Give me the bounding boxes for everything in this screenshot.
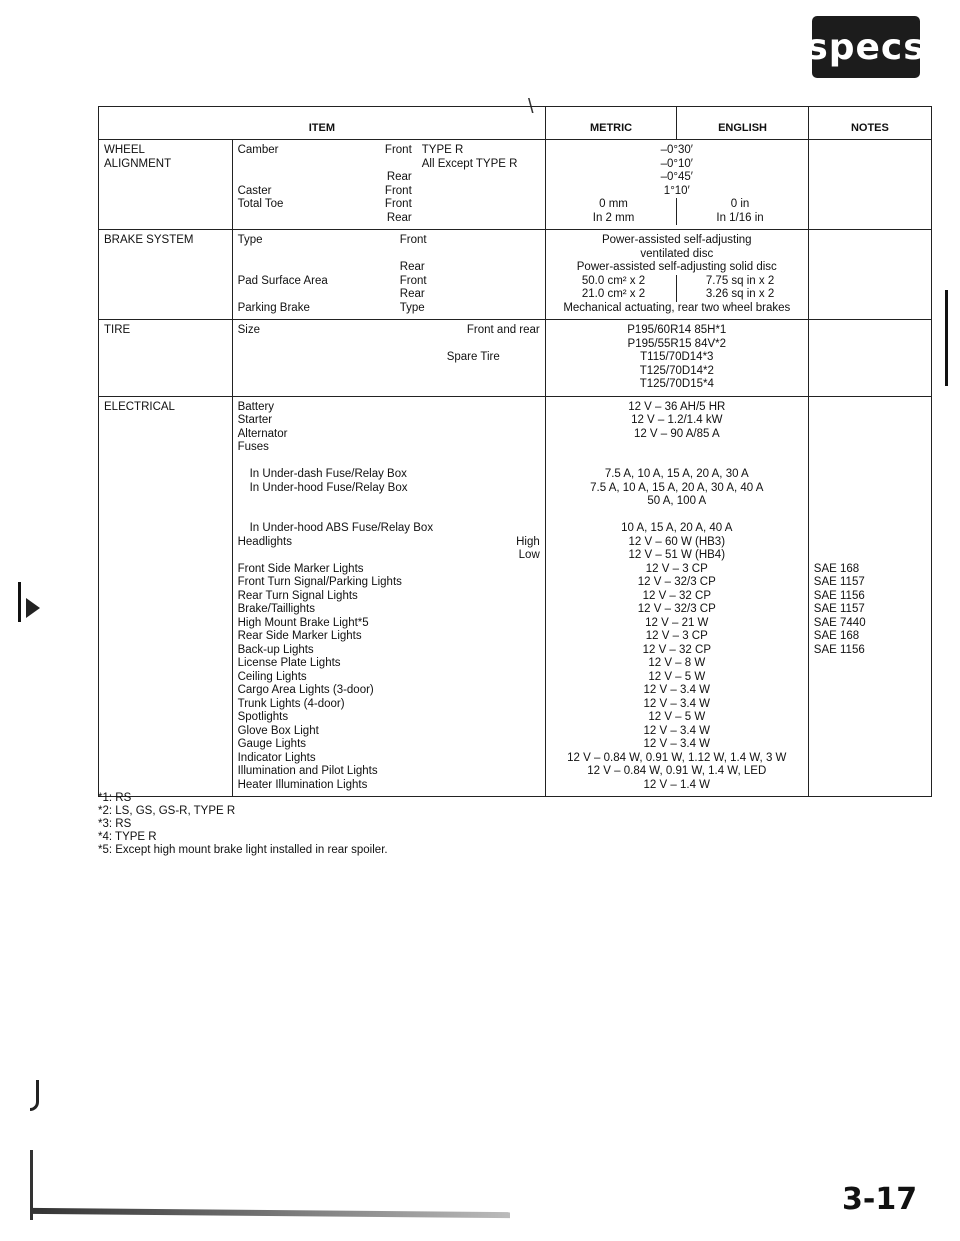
margin-arrow-icon: [26, 598, 40, 618]
item-line: Caster Front: [237, 184, 412, 197]
item-line: Back-up Lights: [237, 643, 314, 656]
category-label: BRAKE SYSTEM: [104, 234, 194, 246]
item-line: Brake/Taillights: [237, 603, 315, 615]
margin-bracket: [945, 290, 948, 386]
item-line: Rear Turn Signal Lights: [237, 589, 358, 602]
item-cell: [232, 230, 545, 320]
header-metric: METRIC: [545, 107, 677, 140]
category-cell: [99, 396, 233, 797]
value-pair: 50.0 cm² x 2 7.75 sq in x 2: [551, 275, 803, 289]
notes-cell: [808, 230, 931, 320]
notes-cell: [808, 320, 931, 397]
footnote: *2: LS, GS, GS-R, TYPE R: [98, 805, 236, 817]
item-cell: [232, 320, 545, 397]
value-pair: 21.0 cm² x 2 3.26 sq in x 2: [551, 288, 803, 302]
value-line: 12 V – 3 CP: [645, 630, 708, 642]
value-line: 7.5 A, 10 A, 15 A, 20 A, 30 A: [604, 468, 749, 480]
page-number: 3-17: [842, 1182, 918, 1217]
value-pair: In 2 mm In 1/16 in: [551, 212, 803, 226]
value-line: 12 V – 32/3 CP: [637, 603, 716, 615]
footnote: *1: RS: [98, 792, 132, 804]
scan-edge: [30, 1208, 510, 1218]
value-line: 12 V – 3.4 W: [643, 738, 711, 750]
item-line: [238, 495, 540, 509]
item-line: Gauge Lights: [237, 738, 307, 750]
value-line: [551, 441, 803, 455]
value-line: 12 V – 5 W: [648, 711, 706, 723]
value-line: 12 V – 3.4 W: [643, 684, 711, 696]
value-line: 12 V – 60 W (HB3): [628, 535, 726, 548]
notes-cell: [808, 140, 931, 230]
item-line: Trunk Lights (4-door): [237, 697, 345, 710]
item-line: Spotlights: [237, 711, 289, 723]
specs-table: [98, 106, 932, 797]
table-header-row: [99, 107, 932, 140]
footnote: *3: RS: [98, 818, 132, 830]
value-line: 12 V – 5 W: [648, 670, 706, 683]
margin-mark: \: [528, 96, 534, 118]
item-line: Alternator: [237, 427, 288, 440]
value-line: 50 A, 100 A: [647, 495, 707, 507]
value-line: 12 V – 8 W: [648, 657, 706, 669]
margin-bracket: [18, 582, 21, 622]
item-line: Indicator Lights: [237, 751, 316, 764]
value-line: 10 A, 15 A, 20 A, 40 A: [621, 522, 733, 534]
item-line: Cargo Area Lights (3-door): [237, 684, 374, 696]
specs-badge: specs: [812, 16, 920, 78]
value-line: 7.5 A, 10 A, 15 A, 20 A, 30 A, 40 A: [590, 481, 764, 494]
item-line: All Except TYPE R: [421, 157, 518, 170]
category-cell: [99, 230, 233, 320]
value-cell: P195/60R14 85H*1 P195/55R15 84V*2 T115/70D14*3 T125/70D14*2 T125/70D15*4: [545, 320, 808, 397]
note-line: SAE 1156: [813, 643, 865, 656]
header-item: ITEM: [99, 107, 546, 140]
electrical-row: [99, 396, 932, 797]
item-line: Headlights High: [237, 535, 540, 548]
category-cell: [99, 320, 233, 397]
item-line: Rear: [399, 261, 425, 273]
item-line: License Plate Lights: [237, 657, 341, 669]
item-line: Type Front: [237, 234, 427, 246]
value-line: 12 V – 90 A/85 A: [633, 427, 720, 440]
item-line: Rear Side Marker Lights: [237, 630, 362, 642]
value-line: 12 V – 0.84 W, 0.91 W, 1.12 W, 1.4 W, 3 W: [567, 751, 787, 764]
item-line: Rear: [399, 288, 425, 300]
item-line: Starter: [237, 414, 273, 426]
category-label: TIRE: [104, 324, 131, 336]
category-label: ELECTRICAL: [104, 400, 175, 413]
value-line: 12 V – 36 AH/5 HR: [628, 400, 726, 413]
item-line: Total Toe Front: [237, 198, 412, 210]
note-line: SAE 168: [813, 630, 860, 642]
item-line: Front Side Marker Lights: [237, 562, 364, 575]
margin-hook: [30, 1080, 39, 1111]
value-line: 12 V – 3.4 W: [643, 724, 711, 737]
item-cell: [232, 396, 545, 797]
item-line: Heater Illumination Lights: [237, 778, 368, 791]
value-cell: Power-assisted self-adjusting ventilated disc Power-assisted self-adjusting solid disc 50.0 cm² x 2 7.75 sq in x 2 21.0 cm² x 2 3.26 sq in x 2 Mechanical actuating, rear two wheel brakes: [545, 230, 808, 320]
item-line: Rear: [386, 211, 412, 224]
note-line: SAE 168: [813, 562, 860, 575]
item-line: Pad Surface Area Front: [237, 274, 427, 287]
value-line: 12 V – 0.84 W, 0.91 W, 1.4 W, LED: [587, 765, 767, 777]
item-line: [238, 248, 540, 262]
notes-cell: [808, 396, 931, 797]
category-cell: [99, 140, 233, 230]
item-line: Battery: [237, 400, 275, 413]
item-line: Ceiling Lights: [237, 670, 307, 683]
item-line: Spare Tire: [446, 351, 500, 363]
item-line: Fuses: [237, 441, 269, 453]
item-line: Glove Box Light: [237, 724, 319, 737]
wheel-alignment-row: [99, 140, 932, 230]
header-notes: NOTES: [808, 107, 931, 140]
value-cell: –0°30′ –0°10′ –0°45′ 1°10′ 0 mm 0 in In 2 mm In 1/16 in: [545, 140, 808, 230]
item-line: Front Turn Signal/Parking Lights: [237, 576, 402, 588]
value-pair: 0 mm 0 in: [551, 198, 803, 212]
item-line: Parking Brake Type: [237, 301, 425, 314]
value-line: 12 V – 3 CP: [645, 562, 708, 575]
item-cell: [232, 140, 545, 230]
category-label: WHEEL: [104, 144, 145, 156]
value-cell: [545, 396, 808, 797]
note-line: SAE 1157: [813, 576, 865, 588]
category-label: ALIGNMENT: [104, 157, 172, 170]
value-line: 12 V – 32 CP: [642, 643, 711, 656]
footnote: *4: TYPE R: [98, 831, 157, 843]
brake-system-row: [99, 230, 932, 320]
value-line: 12 V – 32/3 CP: [637, 576, 716, 588]
note-line: SAE 1157: [813, 603, 865, 615]
item-line: High Mount Brake Light*5: [237, 616, 369, 629]
tire-row: [99, 320, 932, 397]
note-line: SAE 1156: [813, 589, 865, 602]
header-english: ENGLISH: [677, 107, 809, 140]
value-line: 12 V – 51 W (HB4): [628, 549, 726, 561]
item-line: In Under-hood ABS Fuse/Relay Box: [249, 522, 434, 534]
item-line: Size Front and rear: [237, 324, 540, 336]
item-line: In Under-hood Fuse/Relay Box: [249, 481, 408, 494]
item-line: In Under-dash Fuse/Relay Box: [249, 468, 407, 480]
value-line: 12 V – 21 W: [645, 616, 709, 629]
item-line: Illumination and Pilot Lights: [237, 765, 378, 777]
note-line: SAE 7440: [813, 616, 866, 629]
item-line: Low: [518, 549, 540, 561]
value-line: 12 V – 3.4 W: [643, 697, 711, 710]
item-line: Rear: [386, 171, 412, 183]
value-line: 12 V – 1.2/1.4 kW: [631, 414, 723, 426]
item-line: Camber Front TYPE R: [237, 144, 464, 156]
footnotes: [98, 792, 388, 857]
footnote: *5: Except high mount brake light installed in rear spoiler.: [98, 844, 388, 856]
value-line: 12 V – 1.4 W: [643, 778, 711, 791]
value-line: 12 V – 32 CP: [642, 589, 711, 602]
